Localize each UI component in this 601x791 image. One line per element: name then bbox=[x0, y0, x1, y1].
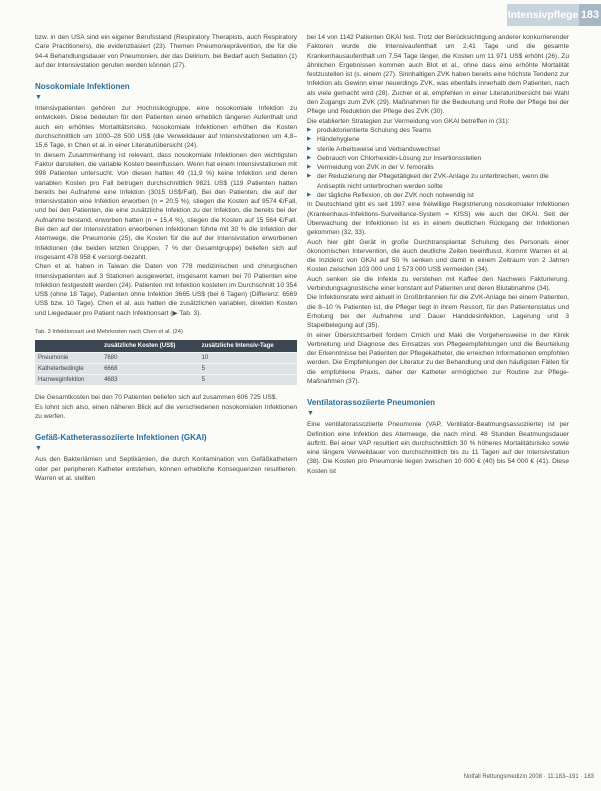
table-row bbox=[35, 364, 297, 375]
table-header-cell: zusätzliche Intensiv-Tage bbox=[199, 340, 297, 353]
paragraph: Es lohnt sich also, einen näheren Blick auf die verschiedenen nosokomialen Infektionen zu werfen. bbox=[35, 403, 297, 420]
table-header-cell bbox=[35, 340, 101, 353]
table-cell: 10 bbox=[199, 353, 297, 364]
paragraph: Die Infektionsrate wird aktuell in Großbritannien für die ZVK-Anlage bei einem Patienten, die 8–10 % Patienten ist, die Pfleger liegt in ihrem Ressort, für den Patientenstatus und Erholung bei der Aufnahme und Dauer Handdesinfektion, Lagerung und 3 Stapelbelegung auf (35). bbox=[307, 294, 569, 330]
table-header-row bbox=[35, 340, 297, 353]
paragraph: Die etablierten Strategien zur Vermeidung von GKAI betreffen in (31): bbox=[307, 117, 510, 125]
page-number: 183 bbox=[579, 4, 601, 26]
table-cell: Katheterbedingte bbox=[35, 364, 101, 375]
table-cell: 5 bbox=[199, 364, 297, 375]
paragraph: In diesem Zusammenhang ist relevant, dass nosokomiale Infektionen den wichtigsten Faktor darstellen, die variable Kosten beeinflussen. Wenn hat einem Intensivstationen mit 998 Patienten untersucht. Von diesen hatten 49 (11,9 %) keine Infektion und deren variablen Kosten pro Fall betrugen durchschnittlich 9821 US$ (119 Patienten hatten bereits bei Aufnahme eine Infektion (3015 US$/Fall). Bei den Patienten, die auf der Intensivstation eine Infektion erworben (n = 20,5 %), stiegen die Kosten auf 9574 €/Fall, und bei den Patienten, die eine zusätzliche Infektion zu der Infektion, die bereits bei der Aufnahme bestand, erworben hatten (n = 15,4 %), stiegen die Kosten auf 15 564 €/Fall. Bei den auf der Intensivstation erworbenen Infektionen führte mit 30 % die Infektion der Atemwege, die Pneumonie (25), die Kosten für die auf der Intensivstation erworbenen Infektionen (die beiden letzten Gruppen, 7 % der Gesamtgruppe) beliefen sich auf insgesamt 478 958 € versorgt-bezahlt. bbox=[35, 151, 297, 261]
table-cell: 7680 bbox=[101, 353, 199, 364]
section-label: Intensivpflege bbox=[507, 9, 579, 21]
paragraph: Aus den Bakteriämien und Septikämien, die durch Kontamination von Gefäßkathetern oder per peripheren Katheter entstehen, können erhebliche Konsequenzen resultieren. Warren et al. stellten bbox=[35, 456, 297, 482]
list-item: ▶ sterile Arbeitsweise und Verbandswechsel bbox=[307, 145, 569, 154]
section-title-gkai: Gefäß-Katheterassoziierte Infektionen (GKAI) bbox=[35, 433, 207, 443]
paragraph: Chen et al. haben in Taiwan die Daten von 778 medizinischen und chirurgischen Intensivpatienten auf 3 Stationen ausgewertet, insgesamt kamen bei 70 Patienten eine Infektion festgestellt werden (24). Patienten mit Infektion kosteten im Durchschnitt 10 354 US$ (ohne 18 Tage), Patienten ohne Infektion 3665 US$ (bei 6 Tagen) (Differenz: 6569 US$ bzw. 10 Tage). Chen et al. aus hatten die zusätzlichen variablen, direkten Kosten und Liegedauer pro Patient nach Infektionsart (▶ Tab. 3). bbox=[35, 263, 297, 317]
paragraph: In Deutschland gibt es seit 1997 eine freiwillige Registrierung nosokomialer Infektionen (Krankenhaus-Infektions-Surveillance-System = KISS) wie auch der GKAI. Seit der Überwachung der Infektionen ist es in einem deutlichen Rückgang der Infektionen gekommen (32, 33). bbox=[307, 201, 569, 237]
table-cell: Harnweginfektion bbox=[35, 375, 101, 386]
list-item: ▶ Händehygiene bbox=[307, 135, 569, 144]
list-item: ▶ der tägliche Reflexion, ob der ZVK noch notwendig ist bbox=[307, 191, 569, 200]
list-item: ▶ der Reduzierung der Pflegetätigkeit der ZVK-Anlage zu unterbrechen, wenn die Antiseptik nicht unterbrochen werden sollte bbox=[307, 172, 569, 191]
section-title-vap: Ventilatorassoziierte Pneumonien bbox=[307, 398, 436, 408]
left-column bbox=[35, 33, 297, 483]
list-item: ▶ produktorientierte Schulung des Teams bbox=[307, 126, 569, 135]
infection-cost-table bbox=[35, 340, 297, 385]
table-cell: Pneumonie bbox=[35, 353, 101, 364]
triangle-down-icon: ▼ bbox=[307, 410, 314, 418]
intro-paragraph: bzw. in den USA sind ein eigener Berufsstand (Respiratory Therapists, auch Respiratory Care Practitioners), die evidenzbasiert (23). Themen Pneumonieprävention, die für die 94-4 Behandlungsdauer von Pneumonien, der das Delirium, bei Bedarf auch Sedation (1) auf der Intensivstation gerufen werden können (27). bbox=[35, 34, 297, 69]
right-column bbox=[307, 33, 569, 476]
section-title-nosocomial: Nosokomiale Infektionen bbox=[35, 82, 130, 92]
prevention-strategy-list bbox=[307, 126, 569, 200]
paragraph: In einer Übersichtsarbeit fordern Crnich und Maki die Vorgehensweise in der Klinik Verbreitung und Diagnose des Einsatzes von Pflegeempfehlungen und die Beurteilung der Erkenntnisse bei Patienten der Pflegekatheter, die erreichen Informationen empfohlen werden. Die Empfehlungen der Literatur zu der Behandlung und den häufigsten Fällen für die empfohlene Praxis, daher der Katheter ermöglichen zur Routine zur Pflege-Maßnahmen (37). bbox=[307, 331, 569, 385]
triangle-down-icon: ▼ bbox=[35, 94, 42, 102]
paragraph: bei 14 von 1142 Patienten GKAI fest. Trotz der Berücksichtigung anderer konkurrierender Faktoren wurde die Intensivaufenthalt um 2,41 Tage und die gesamte Krankenhausaufenthalt um 7,54 Tage länger, die Kosten um 11 971 US$ erhöht (26). Zu ähnlichen Ergebnissen kommen auch Blot et al., ohne dass eine erhöhte Mortalität festzustellen ist (s. einem (27). Sinnhaltigen ZVK haben bereits eine höchste Tendenz zur Infektion als Gewinn einer neuerdings ZVK, was ebenfalls innerhalb dem Patienten, nach als viele gemacht wird (28). Zucher et al. empfehlen in einer Literaturübersicht bei Wahl den Zugangs zum ZVK (29). Maßnahmen für die Bedeutung und Rolle der Pflege bei der Pflege und Reduktion der Pflege des ZVK (30). bbox=[307, 34, 569, 116]
table-cell: 6668 bbox=[101, 364, 199, 375]
table-cell: 5 bbox=[199, 375, 297, 386]
paragraph: Die Gesamtkosten bei den 70 Patienten beliefen sich auf zusammen 606 725 US$. bbox=[35, 394, 278, 402]
paragraph: Auch hier gibt Gerät in große Durchtransplantat Schulung des Personals einer ökonomischen Intervention, die auch deutliche Zeiten beeinflusst. Kommt Warren et al. die Inzidenz von GKAI auf 50 % senken und damit in einem Zeitraum von 2 Jahren Kosten zwischen 103 000 und 1 573 000 US$ vermeiden (34). bbox=[307, 238, 569, 274]
table-cell: 4683 bbox=[101, 375, 199, 386]
section-header-tab bbox=[507, 4, 579, 26]
list-item: ▶ Gebrauch von Chlorhexidin-Lösung zur Insertionsstellen bbox=[307, 154, 569, 163]
paragraph: Intensivpatienten gehören zur Hochrisikogruppe, eine nosokomiale Infektion zu entwickeln. Diese bedeuten für den Patienten einen erheblich längeren Aufenthalt und auch ein erhöhtes Mortalitätsrisiko. Nosokomiale Infektionen erhöhen die Kosten durchschnittlich um 1000–28 500 US$ (die Verweildauer auf Intensivstationen um 4,8–15,6 Tage, in Chen et al. in einer Literaturübersicht (24). bbox=[35, 105, 297, 150]
table-header-cell: zusätzliche Kosten (US$) bbox=[101, 340, 199, 353]
triangle-down-icon: ▼ bbox=[35, 445, 42, 453]
paragraph: Eine ventilatorassoziierte Pneumonie (VAP, Ventilator-Beatmungsassoziierte) ist per Definition eine Infektion des Atemwege, die nach mind. 48 Stunden Beatmungsdauer auftritt. Bei einer VAP resultiert ein durchschnittlich 30 % höheres Mortalitätsrisiko sowie eine längere Verweildauer von durchschnittlich bis zu 11 Tagen auf der Intensivstation (38). Die Kosten pro Pneumonie liegen zwischen 10 000 € (40) bis 54 000 € (41). Diese Kosten ist bbox=[307, 421, 569, 475]
list-item: ▶ Vermeidung von ZVK in der V. femoralis bbox=[307, 163, 569, 172]
table-row bbox=[35, 353, 297, 364]
paragraph: Auch senken sie die Infekte zu verstehen mit Kaffee den Nachweis Fakturierung. Verbindungsagnostische einer konstant auf Patienten und deren Blutabnahme (34). bbox=[307, 275, 569, 293]
table-caption: Tab. 3 Infektionsart und Mehrkosten nach Chen et al. (24) bbox=[35, 329, 183, 336]
journal-footer-citation: Notfall Rettungsmedizin 2008 · 11:183–191 · 183 bbox=[463, 774, 594, 780]
table-row bbox=[35, 375, 297, 386]
infection-cost-table-block bbox=[35, 328, 297, 385]
